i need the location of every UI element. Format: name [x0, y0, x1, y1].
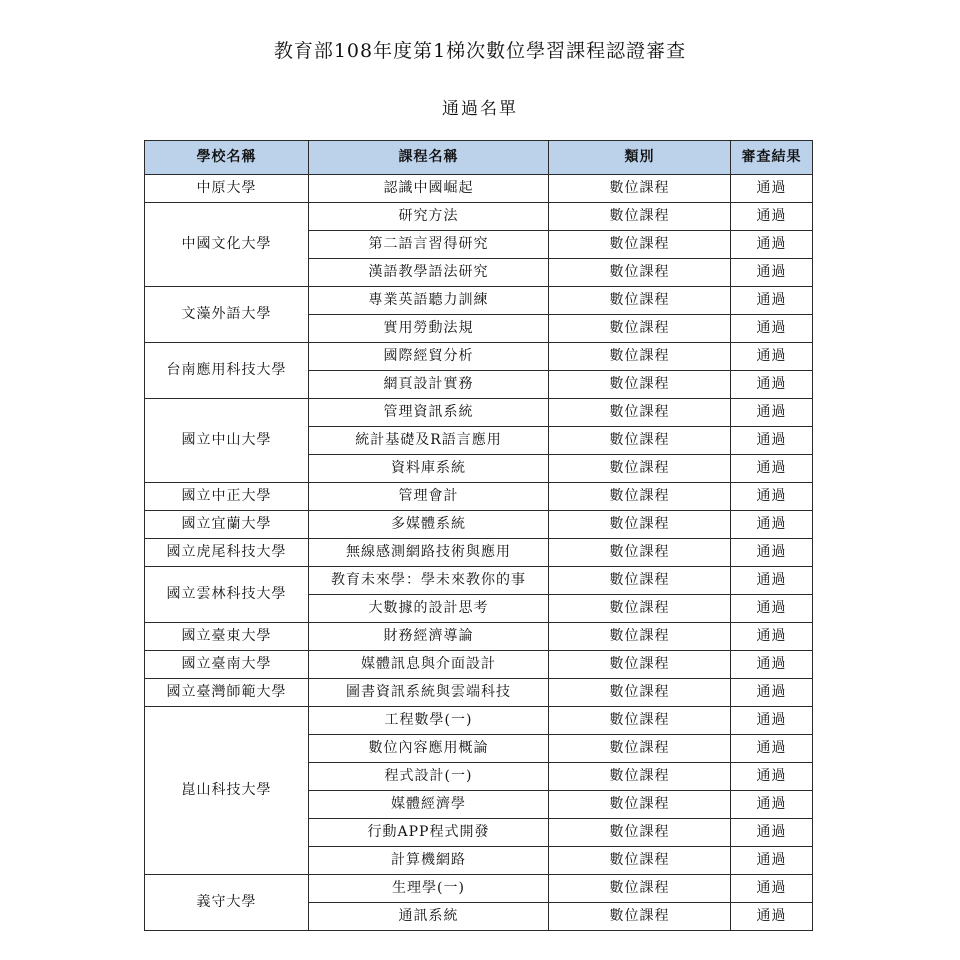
review-result-cell: 通過: [731, 623, 813, 651]
course-name-cell: 通訊系統: [309, 903, 549, 931]
header-school: 學校名稱: [145, 141, 309, 175]
course-name-cell: 第二語言習得研究: [309, 231, 549, 259]
table-row: [145, 875, 813, 903]
table-row: [145, 567, 813, 595]
review-result-cell: 通過: [731, 371, 813, 399]
header-result: 審查結果: [731, 141, 813, 175]
review-result-cell: 通過: [731, 203, 813, 231]
school-name-cell: 文藻外語大學: [145, 287, 309, 343]
school-name-cell: 台南應用科技大學: [145, 343, 309, 399]
course-type-cell: 數位課程: [549, 399, 731, 427]
course-type-cell: 數位課程: [549, 623, 731, 651]
school-name-cell: 國立臺東大學: [145, 623, 309, 651]
review-result-cell: 通過: [731, 287, 813, 315]
course-name-cell: 大數據的設計思考: [309, 595, 549, 623]
course-name-cell: 實用勞動法規: [309, 315, 549, 343]
review-result-cell: 通過: [731, 483, 813, 511]
course-name-cell: 行動APP程式開發: [309, 819, 549, 847]
course-name-cell: 工程數學(一): [309, 707, 549, 735]
school-name-cell: 國立臺南大學: [145, 651, 309, 679]
table-row: [145, 287, 813, 315]
review-result-cell: 通過: [731, 735, 813, 763]
course-type-cell: 數位課程: [549, 427, 731, 455]
review-result-cell: 通過: [731, 455, 813, 483]
course-name-cell: 程式設計(一): [309, 763, 549, 791]
course-type-cell: 數位課程: [549, 847, 731, 875]
course-name-cell: 媒體經濟學: [309, 791, 549, 819]
course-type-cell: 數位課程: [549, 903, 731, 931]
table-row: [145, 539, 813, 567]
course-type-cell: 數位課程: [549, 763, 731, 791]
school-name-cell: 國立雲林科技大學: [145, 567, 309, 623]
course-type-cell: 數位課程: [549, 343, 731, 371]
course-type-cell: 數位課程: [549, 175, 731, 203]
course-name-cell: 認識中國崛起: [309, 175, 549, 203]
header-type: 類別: [549, 141, 731, 175]
course-name-cell: 管理會計: [309, 483, 549, 511]
course-type-cell: 數位課程: [549, 371, 731, 399]
course-type-cell: 數位課程: [549, 819, 731, 847]
course-type-cell: 數位課程: [549, 203, 731, 231]
review-result-cell: 通過: [731, 427, 813, 455]
course-name-cell: 多媒體系統: [309, 511, 549, 539]
course-type-cell: 數位課程: [549, 595, 731, 623]
course-type-cell: 數位課程: [549, 483, 731, 511]
school-name-cell: 義守大學: [145, 875, 309, 931]
school-name-cell: 國立中正大學: [145, 483, 309, 511]
table-row: [145, 679, 813, 707]
review-result-cell: 通過: [731, 763, 813, 791]
course-type-cell: 數位課程: [549, 791, 731, 819]
course-type-cell: 數位課程: [549, 539, 731, 567]
table-row: [145, 511, 813, 539]
course-type-cell: 數位課程: [549, 651, 731, 679]
document-subtitle: 通過名單: [442, 99, 518, 119]
review-result-cell: 通過: [731, 791, 813, 819]
course-type-cell: 數位課程: [549, 455, 731, 483]
school-name-cell: 中國文化大學: [145, 203, 309, 287]
review-result-cell: 通過: [731, 539, 813, 567]
review-result-cell: 通過: [731, 343, 813, 371]
review-result-cell: 通過: [731, 595, 813, 623]
review-result-cell: 通過: [731, 903, 813, 931]
course-type-cell: 數位課程: [549, 707, 731, 735]
course-name-cell: 財務經濟導論: [309, 623, 549, 651]
table-row: [145, 203, 813, 231]
table-row: [145, 175, 813, 203]
course-name-cell: 數位內容應用概論: [309, 735, 549, 763]
review-result-cell: 通過: [731, 679, 813, 707]
review-result-cell: 通過: [731, 707, 813, 735]
results-table: [144, 140, 813, 931]
course-type-cell: 數位課程: [549, 735, 731, 763]
table-row: [145, 343, 813, 371]
document-title: 教育部108年度第1梯次數位學習課程認證審查: [273, 40, 687, 62]
table-row: [145, 707, 813, 735]
review-result-cell: 通過: [731, 875, 813, 903]
school-name-cell: 國立虎尾科技大學: [145, 539, 309, 567]
course-type-cell: 數位課程: [549, 567, 731, 595]
course-name-cell: 專業英語聽力訓練: [309, 287, 549, 315]
course-type-cell: 數位課程: [549, 287, 731, 315]
review-result-cell: 通過: [731, 399, 813, 427]
table-body: [145, 175, 813, 931]
course-name-cell: 圖書資訊系統與雲端科技: [309, 679, 549, 707]
school-name-cell: 崑山科技大學: [145, 707, 309, 875]
review-result-cell: 通過: [731, 847, 813, 875]
review-result-cell: 通過: [731, 567, 813, 595]
header-course: 課程名稱: [309, 141, 549, 175]
course-type-cell: 數位課程: [549, 875, 731, 903]
course-type-cell: 數位課程: [549, 679, 731, 707]
table-row: [145, 483, 813, 511]
review-result-cell: 通過: [731, 315, 813, 343]
table-row: [145, 623, 813, 651]
review-result-cell: 通過: [731, 175, 813, 203]
course-type-cell: 數位課程: [549, 231, 731, 259]
course-name-cell: 資料庫系統: [309, 455, 549, 483]
table-header-row: [145, 141, 813, 175]
table-row: [145, 399, 813, 427]
course-name-cell: 管理資訊系統: [309, 399, 549, 427]
course-name-cell: 媒體訊息與介面設計: [309, 651, 549, 679]
school-name-cell: 中原大學: [145, 175, 309, 203]
review-result-cell: 通過: [731, 259, 813, 287]
review-result-cell: 通過: [731, 651, 813, 679]
course-name-cell: 網頁設計實務: [309, 371, 549, 399]
review-result-cell: 通過: [731, 819, 813, 847]
course-name-cell: 無線感測網路技術與應用: [309, 539, 549, 567]
course-name-cell: 研究方法: [309, 203, 549, 231]
school-name-cell: 國立臺灣師範大學: [145, 679, 309, 707]
school-name-cell: 國立中山大學: [145, 399, 309, 483]
review-result-cell: 通過: [731, 231, 813, 259]
course-type-cell: 數位課程: [549, 315, 731, 343]
course-name-cell: 生理學(一): [309, 875, 549, 903]
course-type-cell: 數位課程: [549, 259, 731, 287]
course-name-cell: 教育未來學：學未來教你的事: [309, 567, 549, 595]
review-result-cell: 通過: [731, 511, 813, 539]
course-name-cell: 統計基礎及R語言應用: [309, 427, 549, 455]
course-name-cell: 漢語教學語法研究: [309, 259, 549, 287]
course-type-cell: 數位課程: [549, 511, 731, 539]
course-name-cell: 國際經貿分析: [309, 343, 549, 371]
table-row: [145, 651, 813, 679]
course-name-cell: 計算機網路: [309, 847, 549, 875]
school-name-cell: 國立宜蘭大學: [145, 511, 309, 539]
